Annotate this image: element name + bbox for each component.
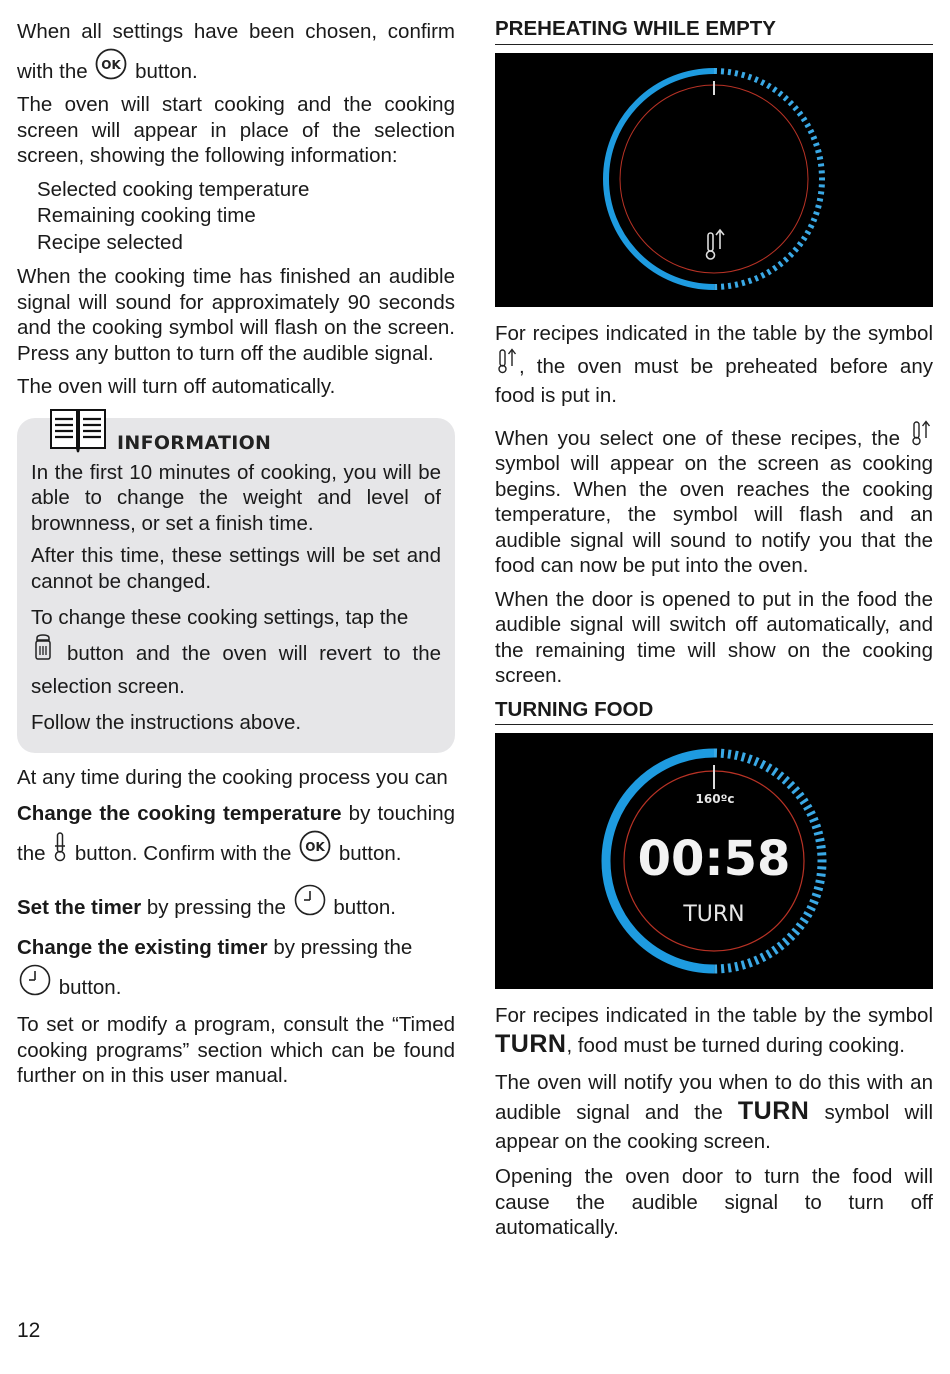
ok-button-icon	[95, 48, 127, 80]
list-item: Remaining cooking time	[37, 204, 256, 227]
finished-paragraph: When the cooking time has finished an audible signal will sound for approximately 90 seconds and the cooking symbol will flash on the screen. Press any button to turn off the audible signal.	[17, 265, 455, 365]
info-paragraph: After this time, these settings will be set and cannot be changed.	[31, 544, 441, 593]
info-paragraph: Follow the instructions above.	[31, 711, 302, 734]
left-column	[17, 16, 455, 1097]
info-paragraph: To change these cooking settings, tap the button and the oven will revert to the selection screen.	[31, 606, 442, 698]
right-column	[495, 16, 933, 1249]
turn-off-paragraph: The oven will turn off automatically.	[17, 375, 336, 398]
preheat-icon	[911, 420, 931, 446]
preheat-paragraph-1: For recipes indicated in the table by the symbol , the oven must be preheated before any food is put in.	[495, 321, 933, 407]
page-number: 12	[17, 1319, 41, 1342]
book-icon	[49, 406, 107, 461]
turn-symbol: TURN	[737, 1097, 810, 1125]
svg-text:OK: OK	[305, 840, 325, 854]
preheat-paragraph-2: When you select one of these recipes, the symbol will appear on the screen as cooking begins. When the oven reaches the cooking temperature, the symbol will flash and an audible signal will sound to notify you that the food can now be put into the oven.	[495, 420, 933, 579]
clock-icon	[19, 964, 51, 996]
screen-time: 00:58	[637, 831, 791, 887]
recipe-pot-icon	[33, 634, 53, 662]
set-timer-paragraph: Set the timer by pressing the button.	[17, 884, 455, 924]
ok-button-icon	[299, 830, 331, 862]
info-paragraph: In the first 10 minutes of cooking, you will be able to change the weight and level of brownness, or set a finish time.	[31, 460, 441, 535]
information-title: INFORMATION	[117, 431, 272, 454]
list-item: Recipe selected	[37, 230, 183, 254]
screen-turn-label: TURN	[683, 902, 745, 927]
list-item: Selected cooking temperature	[37, 177, 310, 201]
turn-symbol: TURN	[495, 1030, 567, 1058]
preheating-screen-image	[495, 53, 933, 307]
info-list	[37, 177, 455, 257]
preheat-icon	[497, 348, 517, 374]
change-timer-paragraph: Change the existing timer by pressing the button.	[17, 936, 413, 999]
svg-text:OK: OK	[101, 58, 122, 72]
program-paragraph: To set or modify a program, consult the “Timed cooking programs” section which can be found further on in this user manual.	[17, 1013, 455, 1087]
confirm-paragraph: When all settings have been chosen, confirm with the OK button.	[17, 20, 455, 83]
clock-icon	[294, 884, 326, 916]
turning-paragraph-1: For recipes indicated in the table by the symbol TURN, food must be turned during cooking.	[495, 1004, 933, 1058]
preheat-paragraph-3: When the door is opened to put in the food the audible signal will switch off automatically, and the remaining time will show on the cooking screen.	[495, 587, 933, 687]
screen-temperature: 160ºc	[695, 792, 735, 806]
turning-paragraph-3: Opening the oven door to turn the food will cause the audible signal to turn off automatically.	[495, 1165, 933, 1239]
turning-paragraph-2: The oven will notify you when to do this with an audible signal and the TURN symbol will appear on the cooking screen.	[495, 1071, 934, 1153]
turning-screen-image	[495, 733, 933, 989]
information-box	[17, 418, 455, 753]
heading-preheating: PREHEATING WHILE EMPTY	[495, 16, 933, 45]
process-paragraph: At any time during the cooking process you can	[17, 765, 448, 789]
heading-turning-food: TURNING FOOD	[495, 697, 933, 726]
change-temperature-paragraph: Change the cooking temperature by touching the button. Confirm with the OK button.	[17, 802, 455, 865]
thermometer-icon	[53, 832, 67, 862]
start-paragraph: The oven will start cooking and the cooking screen will appear in place of the selection screen, showing the following information:	[17, 93, 455, 167]
